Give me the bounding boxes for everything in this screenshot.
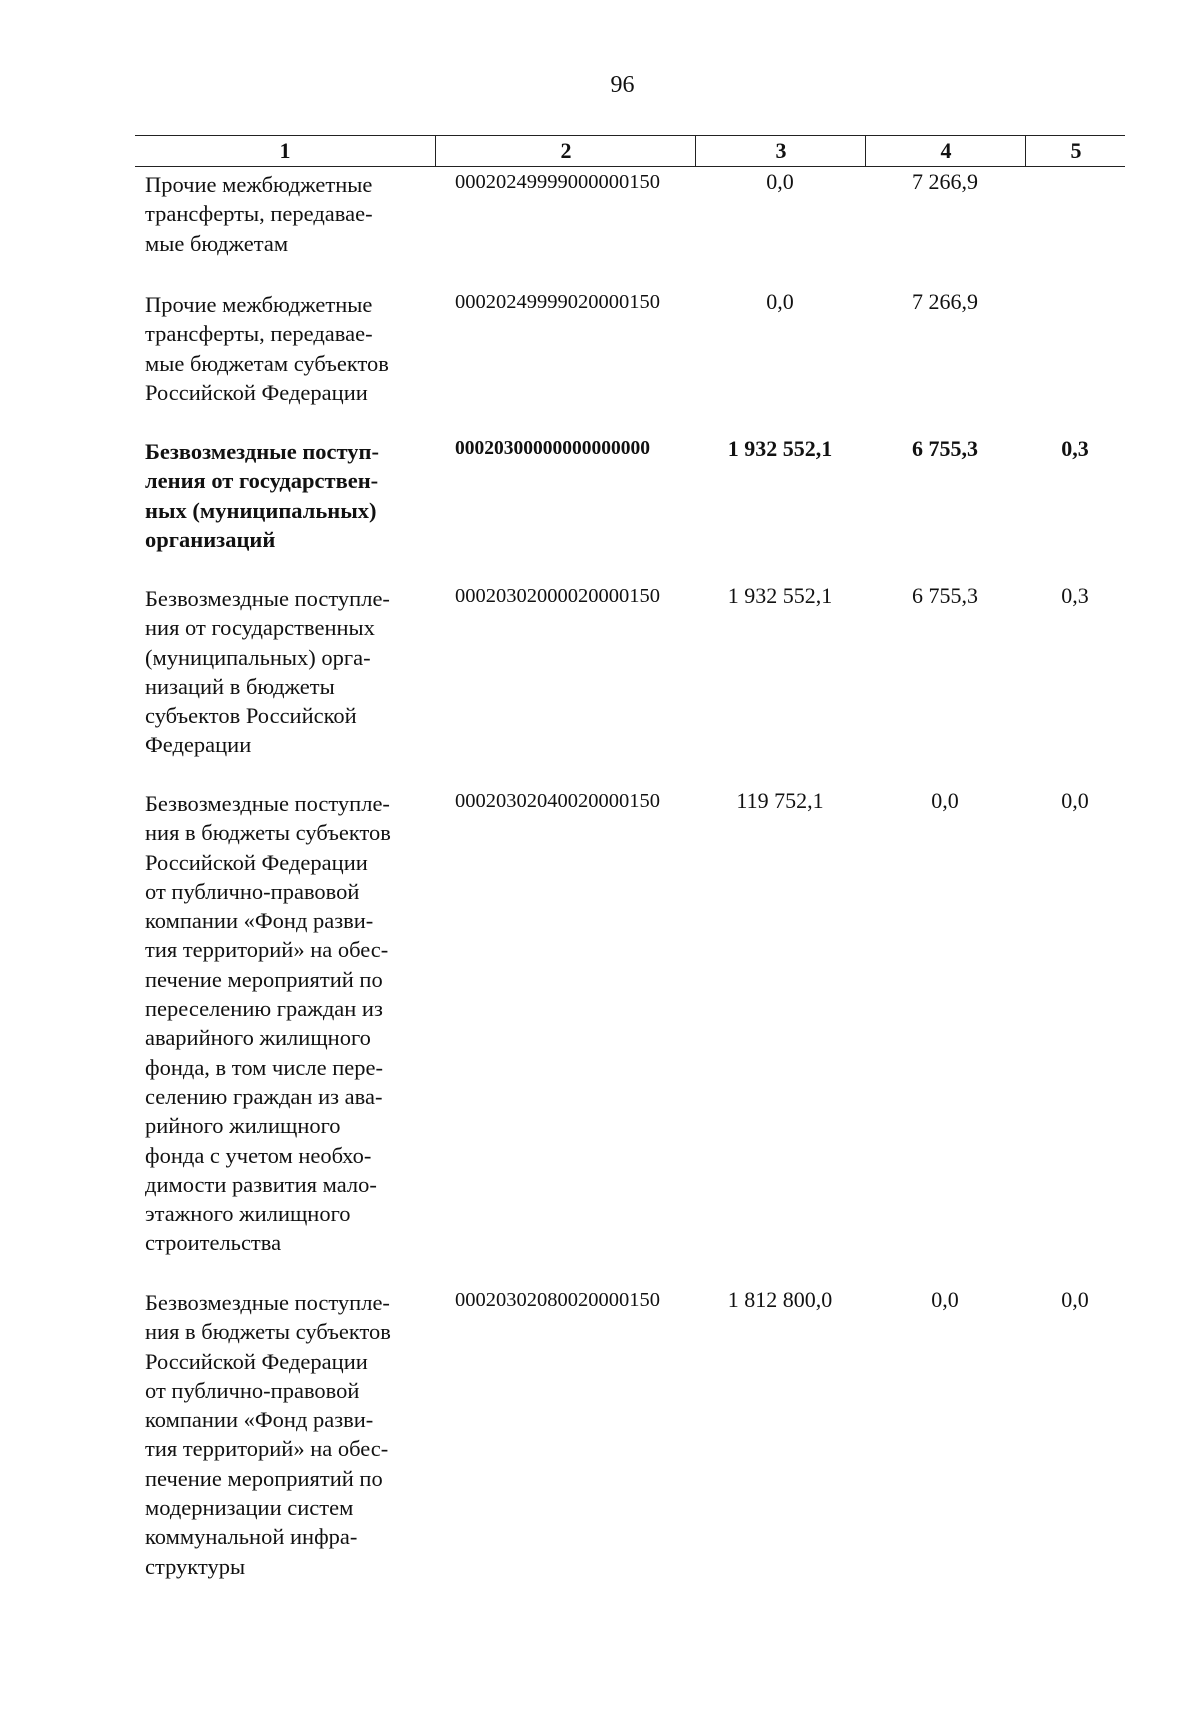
- description-line: Прочие межбюджетные: [145, 292, 373, 317]
- column-header-3: 3: [695, 136, 866, 166]
- description-line: печение мероприятий по: [145, 966, 383, 992]
- row-value-col3: 1 812 800,0: [727, 1287, 833, 1312]
- row-description: [145, 437, 428, 554]
- description-line: мые бюджетам: [145, 230, 289, 256]
- description-line: строительства: [145, 1230, 282, 1256]
- description-line: рийного жилищного: [145, 1113, 341, 1139]
- description-line: организаций: [145, 526, 276, 552]
- description-line: селению граждан из ава-: [145, 1083, 383, 1109]
- row-value-col5: 0,3: [1061, 583, 1089, 608]
- description-line: Безвозмездные поступ-: [145, 439, 380, 464]
- description-line: тия территорий» на обес-: [145, 1436, 389, 1462]
- column-header-2: 2: [435, 136, 696, 166]
- row-description: [145, 170, 428, 258]
- row-value-col3: 0,0: [766, 289, 794, 314]
- row-value-col4: 7 266,9: [912, 289, 978, 314]
- column-header-5: 5: [1025, 136, 1126, 166]
- description-line: модернизации систем: [145, 1495, 354, 1521]
- description-line: от публично-правовой: [145, 878, 360, 904]
- description-line: ния в бюджеты субъектов: [145, 1319, 391, 1345]
- description-line: субъектов Российской: [145, 703, 357, 729]
- description-line: фонда с учетом необхо-: [145, 1142, 372, 1168]
- row-code: 00020302080020000150: [455, 1289, 660, 1311]
- description-line: от публично-правовой: [145, 1377, 360, 1403]
- row-description: [145, 290, 428, 407]
- description-line: структуры: [145, 1553, 246, 1579]
- row-value-col3: 119 752,1: [736, 788, 824, 813]
- description-line: (муниципальных) орга-: [145, 644, 371, 670]
- description-line: компании «Фонд разви-: [145, 908, 374, 934]
- description-line: Прочие межбюджетные: [145, 172, 373, 197]
- description-line: ния от государственных: [145, 615, 375, 641]
- description-line: фонда, в том числе пере-: [145, 1054, 383, 1080]
- description-line: этажного жилищного: [145, 1201, 351, 1227]
- row-value-col4: 0,0: [931, 1287, 959, 1312]
- description-line: ния в бюджеты субъектов: [145, 820, 391, 846]
- description-line: ных (муниципальных): [145, 497, 377, 523]
- row-value-col5: 0,0: [1061, 788, 1089, 813]
- row-value-col3: 1 932 552,1: [727, 583, 833, 608]
- description-line: мые бюджетам субъектов: [145, 350, 389, 376]
- row-code: 00020302000020000150: [455, 585, 660, 607]
- row-description: [145, 789, 428, 1258]
- row-description: [145, 1288, 428, 1581]
- column-header-1: 1: [279, 138, 291, 163]
- description-line: переселению граждан из: [145, 996, 383, 1022]
- row-value-col3: 0,0: [766, 169, 794, 194]
- description-line: Российской Федерации: [145, 1348, 368, 1374]
- description-line: компании «Фонд разви-: [145, 1407, 374, 1433]
- description-line: печение мероприятий по: [145, 1465, 383, 1491]
- row-code: 00020300000000000000: [455, 438, 650, 459]
- description-line: Российской Федерации: [145, 379, 368, 405]
- row-description: [145, 584, 428, 760]
- row-value-col4: 0,0: [931, 788, 959, 813]
- row-code: 00020249999020000150: [455, 291, 660, 313]
- description-line: ления от государствен-: [145, 468, 379, 494]
- description-line: низаций в бюджеты: [145, 673, 335, 699]
- row-value-col4: 7 266,9: [912, 169, 978, 194]
- description-line: трансферты, передавае-: [145, 321, 373, 347]
- page-number: 96: [610, 72, 635, 98]
- description-line: Безвозмездные поступле-: [145, 1290, 390, 1315]
- row-code: 00020302040020000150: [455, 790, 660, 812]
- row-value-col3: 1 932 552,1: [727, 436, 833, 461]
- row-value-col5: 0,3: [1061, 436, 1089, 461]
- description-line: трансферты, передавае-: [145, 201, 373, 227]
- description-line: Федерации: [145, 732, 252, 758]
- description-line: коммунальной инфра-: [145, 1524, 358, 1550]
- table-header: [135, 135, 1125, 167]
- row-value-col5: 0,0: [1061, 1287, 1089, 1312]
- row-value-col4: 6 755,3: [912, 436, 978, 461]
- row-code: 00020249999000000150: [455, 171, 660, 193]
- column-header-4: 4: [865, 136, 1026, 166]
- description-line: Безвозмездные поступле-: [145, 791, 390, 816]
- row-value-col4: 6 755,3: [912, 583, 978, 608]
- description-line: аварийного жилищного: [145, 1025, 371, 1051]
- description-line: тия территорий» на обес-: [145, 937, 389, 963]
- description-line: димости развития мало-: [145, 1171, 377, 1197]
- description-line: Российской Федерации: [145, 849, 368, 875]
- description-line: Безвозмездные поступле-: [145, 586, 390, 611]
